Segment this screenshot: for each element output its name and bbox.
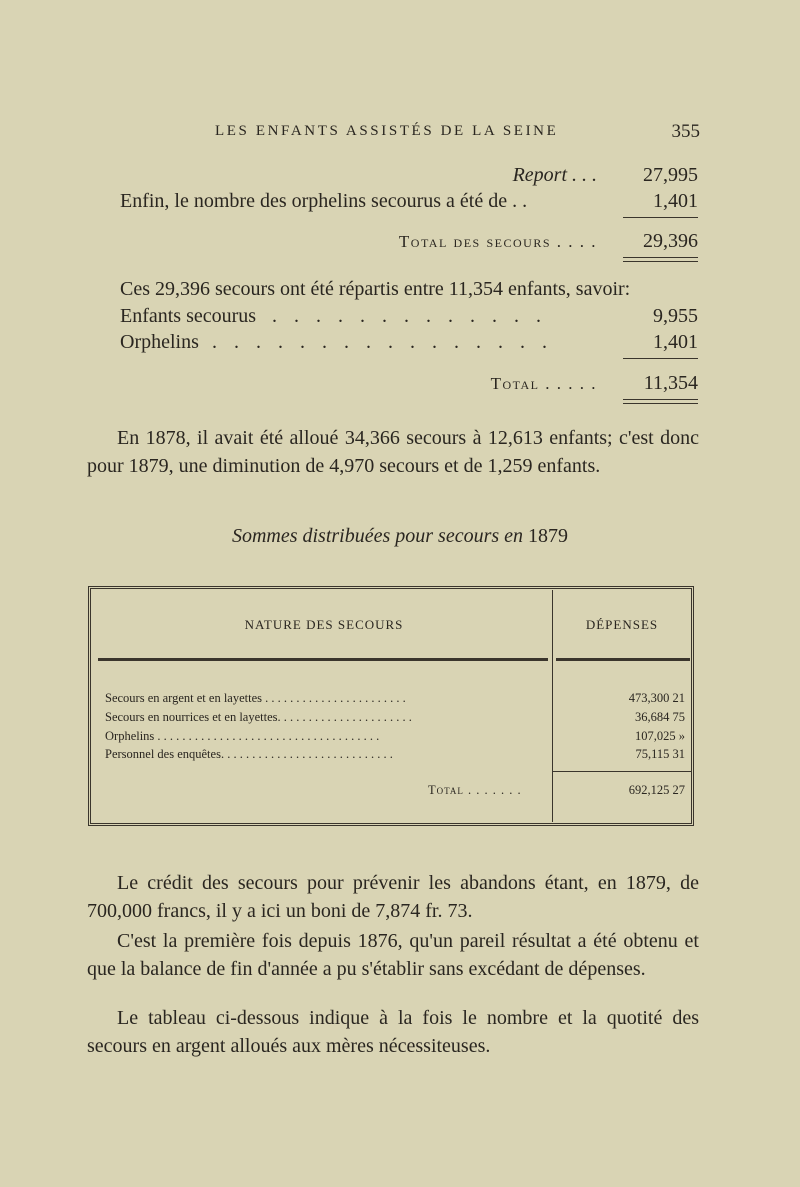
header-rule-left	[98, 658, 548, 661]
table-row-label: Personnel des enquêtes. . . . . . . . . . . . . . . . . . . . . . . . . . . .	[105, 747, 393, 761]
page-header	[90, 121, 700, 145]
double-rule-bottom	[623, 261, 698, 262]
paragraph-table-below-text: Le tableau ci-dessous indique à la fois le nombre et la quotité des secours en argent alloués aux mères nécessiteuses.	[87, 1007, 699, 1057]
dist-row-value: 9,955	[653, 305, 698, 327]
total-secours-value: 29,396	[643, 230, 698, 252]
table-total-label: Total . . . . . . .	[428, 783, 522, 797]
dist-total-label: Total . . . . .	[490, 374, 597, 393]
report-value: 27,995	[643, 164, 698, 186]
double-rule-top	[623, 257, 698, 258]
dist-row-value: 1,401	[653, 331, 698, 353]
paragraph-credit	[87, 869, 699, 925]
table-row-value: 75,115 31	[635, 747, 685, 761]
paragraph-first-time-text: C'est la première fois depuis 1876, qu'un pareil résultat a été obtenu et que la balance de fin d'année a pu s'établir sans excédant de dépenses.	[87, 930, 699, 980]
dist-row-label: Orphelins	[120, 331, 199, 353]
dist-row-label: Enfants secourus	[120, 305, 257, 327]
dist-double-rule-bottom	[623, 403, 698, 404]
dist-total-value: 11,354	[643, 372, 698, 394]
page-number: 355	[671, 121, 700, 142]
orphans-value: 1,401	[653, 190, 698, 212]
table-row-value: 473,300 21	[628, 691, 685, 705]
paragraph-first-time	[87, 927, 699, 983]
table-total-rule	[553, 771, 691, 772]
table-total-value: 692,125 27	[628, 783, 685, 797]
distribution-intro: Ces 29,396 secours ont été répartis entre 11,354 enfants, savoir:	[120, 278, 631, 300]
dist-row-dots: . . . . . . . . . . . . . . . .	[212, 331, 553, 353]
table-row-label: Orphelins . . . . . . . . . . . . . . . . . . . . . . . . . . . . . . . . . . . .	[105, 729, 380, 743]
dist-sum-rule	[623, 358, 698, 359]
table-row-value: 36,684 75	[635, 710, 685, 724]
paragraph-1878	[87, 424, 699, 480]
caption-year: 1879	[528, 525, 569, 547]
paragraph-1878-text: En 1878, il avait été alloué 34,366 secours à 12,613 enfants; c'est donc pour 1879, une diminution de 4,970 secours et de 1,259 enfants.	[87, 427, 699, 477]
col-header-depenses: DÉPENSES	[585, 617, 659, 632]
header-rule-right	[556, 658, 690, 661]
table-row-value: 107,025 »	[635, 729, 685, 743]
table-caption	[0, 525, 800, 548]
running-title: LES ENFANTS ASSISTÉS DE LA SEINE	[215, 123, 559, 139]
table-row-label: Secours en nourrices et en layettes. . . . . . . . . . . . . . . . . . . . . .	[105, 710, 412, 724]
sum-rule	[623, 217, 698, 218]
paragraph-credit-text: Le crédit des secours pour prévenir les abandons étant, en 1879, de 700,000 francs, il y a ici un boni de 7,874 fr. 73.	[87, 872, 699, 922]
paragraph-table-below	[87, 1004, 699, 1060]
dist-row-dots: . . . . . . . . . . . . .	[272, 305, 547, 327]
report-label: Report . . .	[512, 164, 597, 186]
col-header-nature: NATURE DES SECOURS	[244, 617, 404, 632]
orphans-text: Enfin, le nombre des orphelins secourus a été de . .	[120, 190, 528, 212]
table-row-label: Secours en argent et en layettes . . . . . . . . . . . . . . . . . . . . . . .	[105, 691, 406, 705]
caption-italic: Sommes distribuées pour secours en	[231, 525, 524, 547]
dist-double-rule-top	[623, 399, 698, 400]
total-secours-label: Total des secours . . . .	[398, 232, 597, 251]
